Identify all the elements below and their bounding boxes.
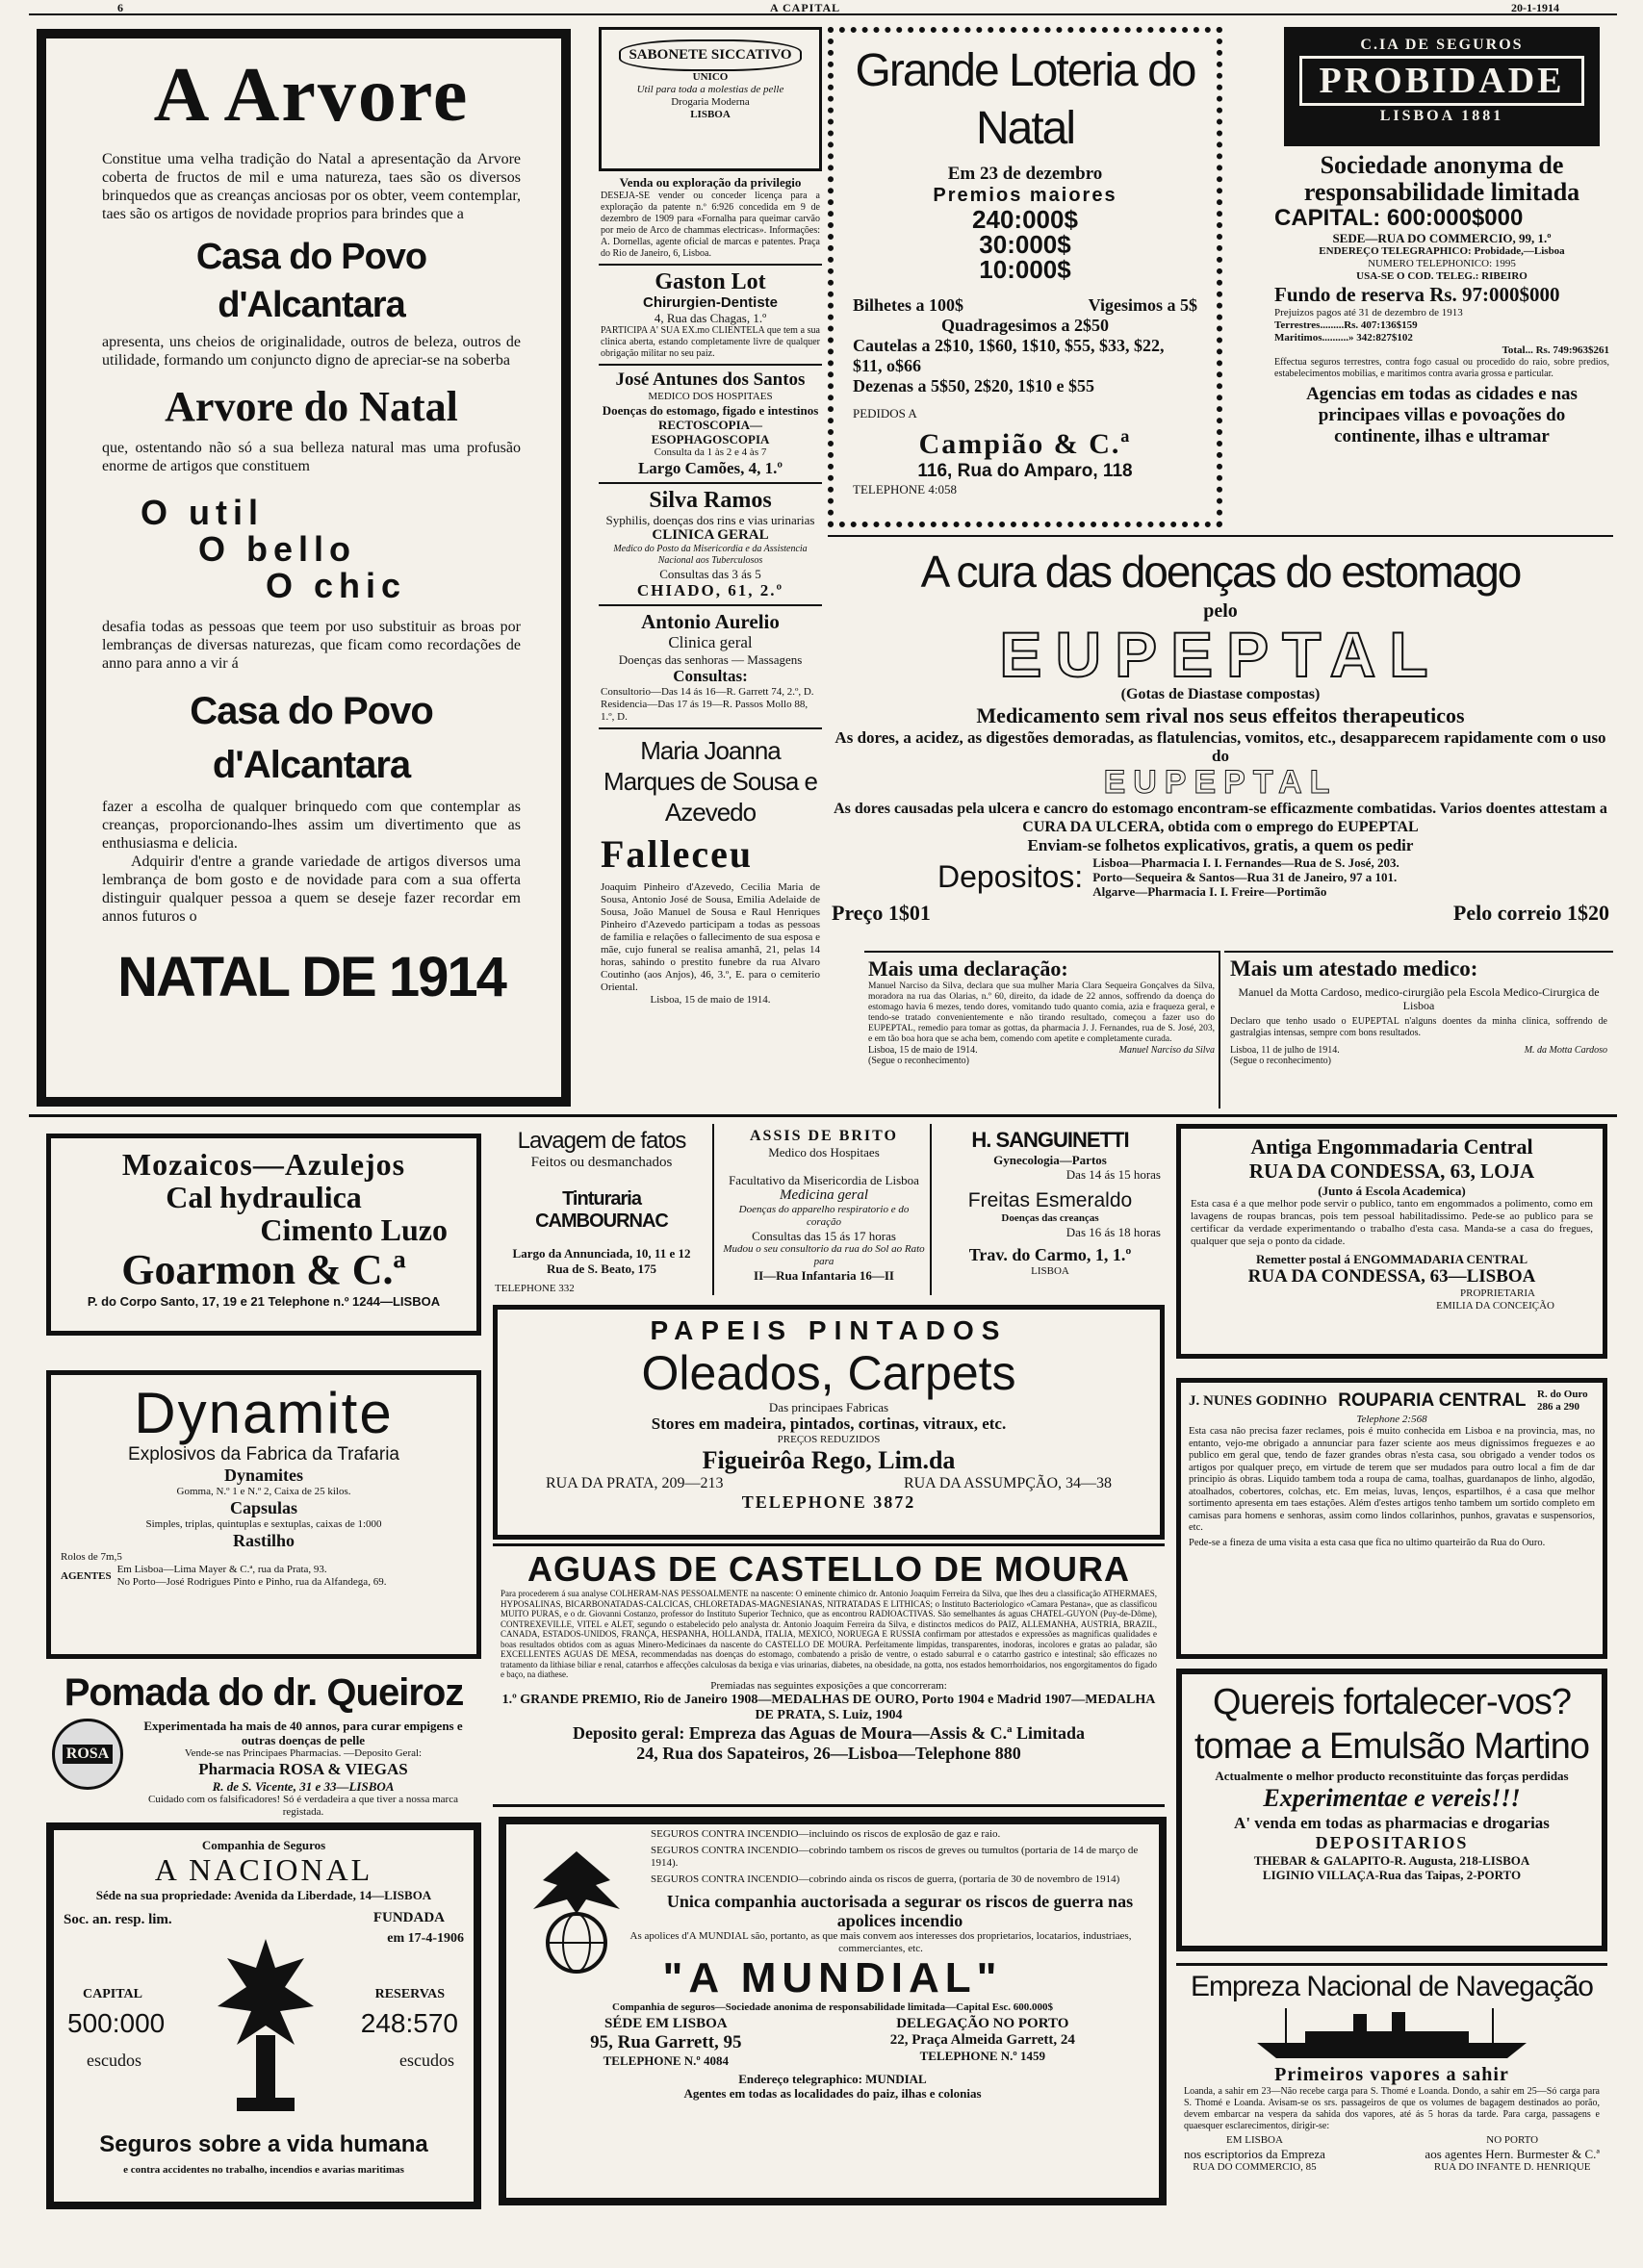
assis-l3: Medicina geral <box>779 1187 869 1203</box>
newspaper-name: A CAPITAL <box>770 1 841 14</box>
ad-queiroz <box>46 1667 481 1818</box>
probidade-prejuizos: Prejuizos pagos até 31 de dezembro de 1913 <box>1274 307 1463 319</box>
lavagem-l5: Rua de S. Beato, 175 <box>546 1261 657 1276</box>
nacional-center <box>64 1910 464 2131</box>
atestado-note: (Segue o reconhecimento) <box>1230 1056 1331 1066</box>
godinho-phone: Telephone 2:568 <box>1356 1414 1427 1425</box>
ad-nacional <box>46 1822 481 2209</box>
ramos-l1: Syphilis, doenças dos rins e vias urinarias <box>605 513 815 527</box>
navegacao-text: Loanda, a sahir em 23—Não recebe carga para S. Thomé e Loanda. Dondo, a sahir em 25—Só carga para S. Thomé e Loanda. Avisam-se os srs. passageiros de que os volumes de bagagem destinados ao porão, devem embarcar na vespera da sahida dos vapores, até ás 5 horas da tarde. Para carga, passagens e quaesquer esclarecimentos, dirigir-se: <box>1184 2086 1600 2131</box>
mundial-l10: Endereço telegraphico: MUNDIAL <box>738 2072 927 2086</box>
godinho-text: Esta casa não precisa fazer reclames, pois é muito conhecida em Lisboa e na provincia, mas, no entanto, vejo-me obrigado a annunciar para fazer sciente aos meus dignissimos freguezes e ao publico em geral que, tendo de fazer grandes obras n'esta casa, sou obrigado a vender todos os artigos por qualquer preço, em virtude de terem que ser mudados para outro local a fim de dar principio ás obras. Liquido tambem toda a roupa de cama, toalhas, guardanapos de linho, algodão, atoalhados, cobertores, colchas, etc. Em meias, luvas, lenços, espartilhos, é a casa que melhor sortimento apresenta em taes estações. Além d'estes artigos tenho tambem um sortido completo em camisas para homens e senhoras, assim como lindos collarinhos, punhos, gravatas e suspensorios, etc. <box>1189 1426 1595 1533</box>
eupeptal-brand: EUPEPTAL <box>999 619 1442 690</box>
aurelio-l2: Doenças das senhoras — Massagens <box>618 652 803 667</box>
ad-obituary <box>599 729 822 1012</box>
ad-aurelio <box>599 606 822 729</box>
gaston-title: Chirurgien-Dentiste <box>642 294 778 311</box>
engomm-l4: EMILIA DA CONCEIÇÃO <box>1436 1300 1554 1312</box>
mundial-l11: Agentes em todas as localidades do paiz, ilhas e colonias <box>683 2086 982 2101</box>
probidade-logo <box>1284 27 1600 146</box>
arvore-text-1: Constitue uma velha tradição do Natal a apresentação da Arvore coberta de fructos de mil e uma natureza, taes são os diversos brinquedos que as creanças anciosas por os obter, veem contemplar, taes são os artigos de novidade proprios para brindes que a <box>102 151 521 222</box>
engomm-addr: RUA DA CONDESSA, 63, LOJA <box>1248 1159 1535 1183</box>
ad-godinho <box>1176 1378 1607 1659</box>
navegacao-porto <box>1425 2134 1600 2174</box>
loteria-phone: TELEPHONE 4:058 <box>853 482 957 497</box>
queiroz-l1: Experimentada ha mais de 40 annos, para curar empigens e outras doenças de pelle <box>143 1719 463 1747</box>
aurelio-l5: Residencia—Das 17 ás 19—R. Passos Mollo 88, 1.º, D. <box>601 699 809 723</box>
nacional-l3: Séde na sua propriedade: Avenida da Liberdade, 14—LISBOA <box>95 1888 432 1902</box>
assis-l4: Doenças do apparelho respiratorio e do coração <box>738 1204 910 1228</box>
loteria-quadragesimos: Quadragesimos a 2$50 <box>940 316 1109 335</box>
dynamite-l7: Rolos de 7m,5 <box>61 1551 122 1563</box>
loteria-vigesimos: Vigesimos a 5$ <box>1088 295 1197 315</box>
atestado-foot <box>1230 1045 1607 1056</box>
dynamite-agent-list <box>117 1564 387 1589</box>
eupeptal-folhetos: Enviam-se folhetos explicativos, gratis, a quem os pedir <box>1027 836 1414 854</box>
loteria-prize-2: 30:000$ <box>979 230 1071 259</box>
ad-assis <box>718 1124 932 1295</box>
papeis-l3: Das principaes Fabricas <box>768 1400 889 1414</box>
mundial-seguros <box>651 1828 1149 1886</box>
nacional-l5: FUNDADA <box>372 1910 445 1925</box>
martino-l3: Actualmente o melhor producto reconstituinte das forças perdidas <box>1215 1769 1569 1783</box>
loteria-row-1 <box>853 295 1197 316</box>
sabonete-lisboa: LISBOA <box>690 109 731 120</box>
queiroz-l5: Cuidado com os falsificadores! Só é verdadeira a que tiver a nossa marca registada. <box>148 1794 458 1818</box>
privilegio-text: DESEJA-SE vender ou conceder licença para a exploração da patente n.º 6:926 concedida em 9 de dezembro de 1909 para «Fornalha para queimar carvão por meio de Arco de chammas electricas». Informações: A. Dornellas, agente oficial de marcas e patentes. Praça do Rio de Janeiro, 6, Lisboa. <box>601 191 820 259</box>
goarmon-addr: P. do Corpo Santo, 17, 19 e 21 Telephone n.º 1244—LISBOA <box>87 1294 441 1309</box>
declaracao-text: Manuel Narciso da Silva, declara que sua mulher Maria Clara Sequeira Gonçalves da Silva, moradora na rua das Olarias, n.º 60, direito, da idade de 22 annos, soffrendo da doença do estomago havia 6 mezes, tendo dores, vomitando tudo quanto comia, azia e fraqueza geral, e tendo-se tratado convenientemente e não tirando resultado, começou a fazer uso do EUPEPTAL, remedio para tomar as gottas, da pharmacia J. J. Fernandes, rua de S. José, 203, e em tão boa hora que se acha bem, comendo com apetite e completamente curada. <box>868 981 1215 1044</box>
arvore-text-6: Adquirir d'entre a grande variedade de artigos diversos uma lembrança de bom gosto e de novidade para com a sua offerta distinguir qualquer pessoa a quem se deseje fazer recordar em annos futuros o <box>102 854 521 925</box>
nacional-l13: Seguros sobre a vida humana <box>99 2131 428 2157</box>
probidade-logo-name: PROBIDADE <box>1299 56 1584 106</box>
nacional-l7: CAPITAL <box>83 1987 142 2001</box>
loteria-bilhetes: Bilhetes a 100$ <box>853 295 963 315</box>
engomm-l3: PROPRIETARIA <box>1460 1287 1535 1299</box>
mundial-l6: 95, Rua Garrett, 95 <box>590 2032 742 2052</box>
atestado-date: Lisboa, 11 de julho de 1914. <box>1230 1045 1340 1056</box>
nacional-l4: Soc. an. resp. lim. <box>64 1912 172 1927</box>
probidade-sub: Sociedade anonyma de responsabilidade limitada <box>1303 151 1580 206</box>
ramos-l4: Consultas das 3 ás 5 <box>659 567 761 581</box>
loteria-prices <box>853 295 1197 396</box>
probidade-phone: NUMERO TELEPHONICO: 1995 <box>1368 258 1516 269</box>
ad-martino <box>1176 1669 1607 1951</box>
nacional-l11: 248:570 <box>360 2008 458 2038</box>
papeis-addr-assumpcao: RUA DA ASSUMPÇÃO, 34—38 <box>903 1475 1112 1491</box>
eupeptal-text-2: As dores causadas pela ulcera e cancro do estomago encontram-se efficazmente combatidas. Varios doentes attestam a CURA DA ULCERA, obtida com o emprego do EUPEPTAL <box>834 801 1607 835</box>
arvore-text-2: apresenta, uns cheios de originalidade, outros de beleza, outros de utilidade, formando um conjuncto digno de apreciar-se na soberba <box>102 334 521 369</box>
dynamite-l3: Gomma, N.º 1 e N.º 2, Caixa de 25 kilos. <box>176 1486 351 1497</box>
obituary-text: Joaquim Pinheiro d'Azevedo, Cecilia Maria de Sousa, Antonio José de Sousa, Emilia Adelaide de Sousa, João Manuel de Sousa e Raul Henriques Pinheiro d'Azevedo participam a todas as pessoas de familia e relações o fallecimento de sua esposa e mãe, cujo funeral se realisa amanhã, 21, pelas 14 horas, sahindo o prestito funebre da rua Alvaro Coutinho (aos Anjos), 46, 3.º, E. para o cemiterio Oriental. <box>601 881 820 993</box>
mundial-offices <box>516 2016 1149 2068</box>
arvore-heading-natal: Arvore do Natal <box>165 383 458 430</box>
dynamite-l1: Explosivos da Fabrica da Trafaria <box>128 1444 399 1465</box>
probidade-fundo: Fundo de reserva Rs. 97:000$000 <box>1274 283 1560 306</box>
mundial-s2: SEGUROS CONTRA INCENDIO—cobrindo tambem os riscos de greves ou tumultos (portaria de 14 de março de 1914). <box>651 1845 1139 1869</box>
eupeptal-tagline: Medicamento sem rival nos seus effeitos therapeuticos <box>976 703 1465 727</box>
ad-probidade <box>1271 27 1613 527</box>
santos-l1: MEDICO DOS HOSPITAES <box>648 391 773 402</box>
ad-papeis <box>493 1305 1165 1540</box>
declaracao-sign: Manuel Narciso da Silva <box>1118 1045 1215 1056</box>
nacional-l14: e contra accidentes no trabalho, incendios e avarias maritimas <box>123 2164 404 2176</box>
lavagem-l3: Tinturaria CAMBOURNAC <box>535 1188 668 1232</box>
ad-eupeptal <box>828 535 1613 949</box>
gaston-name: Gaston Lot <box>655 269 766 294</box>
goarmon-l3: Cimento Luzo <box>260 1212 448 1247</box>
arvore-title: A Arvore <box>153 53 470 138</box>
navegacao-l3: nos escriptorios da Empreza <box>1184 2147 1325 2161</box>
eupeptal-depositos-label: Depositos: <box>937 859 1084 894</box>
probidade-telegraph: ENDEREÇO TELEGRAPHICO: Probidade,—Lisboa <box>1319 245 1565 257</box>
navegacao-title: Empreza Nacional de Navegação <box>1191 1971 1593 2002</box>
ad-privilegio <box>599 171 822 266</box>
ad-loteria <box>828 27 1222 527</box>
probidade-capital: CAPITAL: 600:000$000 <box>1274 205 1524 231</box>
assis-l2: Facultativo da Misericordia de Lisboa <box>729 1173 919 1187</box>
ad-lavagem <box>491 1124 714 1295</box>
navegacao-l1: Primeiros vapores a sahir <box>1274 2064 1509 2085</box>
godinho-shop: ROUPARIA CENTRAL <box>1338 1390 1527 1411</box>
lavagem-l6: TELEPHONE 332 <box>495 1283 575 1294</box>
papeis-addr-prata: RUA DA PRATA, 209—213 <box>546 1475 724 1491</box>
probidade-total: Total... Rs. 749:963$261 <box>1502 344 1609 356</box>
eupeptal-text-1: As dores, a acidez, as digestões demoradas, as flatulencias, vomitos, etc., desapparecem rapidamente com o uso do <box>834 728 1606 765</box>
navegacao-lisboa <box>1184 2134 1325 2174</box>
papeis-l5: PREÇOS REDUZIDOS <box>777 1434 881 1445</box>
dynamite-l4: Capsulas <box>229 1498 298 1517</box>
assis-l5: Consultas das 15 ás 17 horas <box>752 1229 896 1243</box>
martino-l5: A' venda em todas as pharmacias e drogarias <box>1234 1814 1550 1832</box>
queiroz-logo-text: ROSA <box>63 1745 113 1764</box>
probidade-code: USA-SE O COD. TELEG.: RIBEIRO <box>1356 270 1527 282</box>
engomm-text: Esta casa é a que melhor pode servir o publico, tanto em engommados a polimento, como em lavagens de roupas brancas, pois tem pessoal habilitadissimo. Pede-se ao publico para se certificar da verdade experimentando o trabalho d'esta casa. Manda-se a casa do fregues, qualquer que seja o ponto da cidade. <box>1191 1198 1593 1247</box>
arvore-heading-alcantara-2: Casa do Povo d'Alcantara <box>190 690 433 786</box>
nacional-l1: Companhia de Seguros <box>201 1838 326 1852</box>
dynamite-l2: Dynamites <box>224 1465 303 1485</box>
eupeptal-correio: Pelo correio 1$20 <box>1452 901 1609 925</box>
mundial-l2: As apolices d'A MUNDIAL são, portanto, as que mais convem aos interesses dos proprietarios, locatarios, industriaes, commerciantes, etc. <box>629 1930 1132 1954</box>
goarmon-l2: Cal hydraulica <box>166 1180 362 1214</box>
sanguinetti-l3: Freitas Esmeraldo <box>967 1189 1133 1211</box>
dynamite-agentes: AGENTES <box>61 1569 112 1582</box>
declaracao-note: (Segue o reconhecimento) <box>868 1056 969 1066</box>
santos-l2: Doenças do estomago, figado e intestinos <box>602 403 819 418</box>
papeis-l4: Stores em madeira, pintados, cortinas, vitraux, etc. <box>651 1414 1007 1433</box>
loteria-prize-1: 240:000$ <box>972 205 1078 234</box>
page-date: 20-1-1914 <box>1511 1 1559 14</box>
loteria-cautelas: Cautelas a 2$10, 1$60, 1$10, $55, $33, $22, $11, o$66 <box>853 336 1165 375</box>
sabonete-unico: UNICO <box>692 71 729 83</box>
martino-l4: Experimentae e vereis!!! <box>1263 1784 1521 1812</box>
mundial-l5: DELEGAÇÃO NO PORTO <box>896 2016 1069 2031</box>
queiroz-l2: Vende-se nas Principaes Pharmacias. —Deposito Geral: <box>184 1747 423 1759</box>
navegacao-l4: RUA DO COMMERCIO, 85 <box>1193 2161 1317 2173</box>
ad-arvore <box>37 29 571 1107</box>
small-column <box>599 27 822 1107</box>
mundial-l7: 22, Praça Almeida Garrett, 24 <box>889 2032 1075 2048</box>
queiroz-logo <box>52 1719 123 1790</box>
obituary-date: Lisboa, 15 de maio de 1914. <box>650 994 771 1006</box>
nacional-l8: 500:000 <box>67 2008 166 2038</box>
mundial-l1: Unica companhia auctorisada a segurar os riscos de guerra nas apolices incendio <box>666 1892 1134 1930</box>
sanguinetti-l1: Gynecologia—Partos <box>993 1153 1107 1167</box>
sanguinetti-l4: Doenças das creanças <box>1001 1212 1099 1224</box>
page-header <box>29 2 1617 15</box>
navegacao-l6: aos agentes Hern. Burmester & C.ª <box>1425 2147 1600 2161</box>
loteria-premios: Premios maiores <box>933 185 1117 206</box>
ad-engommadaria <box>1176 1124 1607 1359</box>
mundial-l8: TELEPHONE N.º 4084 <box>603 2053 729 2068</box>
aguas-prem: Premiadas nas seguintes exposições a que concorreram: <box>710 1679 947 1692</box>
martino-l2: tomae a Emulsão Martino <box>1194 1726 1589 1767</box>
loteria-title: Grande Loteria do Natal <box>855 45 1195 154</box>
probidade-logo-city: LISBOA 1881 <box>1379 108 1504 124</box>
papeis-l6: Figueirôa Rego, Lim.da <box>702 1446 956 1474</box>
aguas-addr: 24, Rua dos Sapateiros, 26—Lisboa—Telephone 880 <box>636 1743 1021 1763</box>
mundial-title: "A MUNDIAL" <box>662 1954 1003 2001</box>
loteria-dezenas: Dezenas a 5$50, 2$20, 1$10 e $55 <box>853 376 1094 395</box>
atestado-text-2: Declaro que tenho usado o EUPEPTAL n'alguns doentes da minha clinica, soffrendo de gastralgias intensas, sempre com bons resultados. <box>1230 1016 1607 1038</box>
arvore-chic: O chic <box>266 566 407 605</box>
nacional-l10: RESERVAS <box>374 1987 445 2001</box>
aurelio-l3: Consultas: <box>673 667 748 685</box>
eupeptal-depositos-list <box>1092 855 1399 899</box>
ad-ramos <box>599 484 822 606</box>
declaracao-title: Mais uma declaração: <box>868 956 1068 981</box>
declaracao-foot <box>868 1045 1215 1056</box>
aguas-title: AGUAS DE CASTELLO DE MOURA <box>526 1549 1130 1589</box>
santos-l5: Largo Camões, 4, 1.º <box>637 459 783 477</box>
probidade-terrestres: Terrestres.........Rs. 407:136$159 <box>1274 319 1418 331</box>
mundial-s1: SEGUROS CONTRA INCENDIO—incluindo os riscos de explosão de gaz e raio. <box>651 1828 1001 1840</box>
arvore-text-3: que, ostentando não só a sua belleza natural mas uma profusão enorme de artigos que constituem <box>102 440 521 474</box>
navegacao-l2: EM LISBOA <box>1225 2134 1283 2146</box>
arvore-heading-alcantara: Casa do Povo d'Alcantara <box>195 237 427 325</box>
dynamite-l5: Simples, triplas, quintuplas e sextuplas, caixas de 1:000 <box>145 1518 382 1530</box>
probidade-maritimos: Maritimos..........» 342:827$102 <box>1274 332 1413 344</box>
aguas-prem-2: 1.º GRANDE PREMIO, Rio de Janeiro 1908—MEDALHAS DE OURO, Porto 1904 e Madrid 1907—MEDALHA DE PRATA, S. Luiz, 1904 <box>501 1692 1156 1722</box>
sabonete-drogaria: Drogaria Moderna <box>671 96 750 108</box>
queiroz-text-block <box>131 1719 475 1819</box>
engomm-title: Antiga Engommadaria Central <box>1250 1134 1533 1159</box>
martino-l8: LIGINIO VILLAÇA-Rua das Taipas, 2-PORTO <box>1262 1868 1522 1882</box>
atestado-title: Mais um atestado medico: <box>1230 956 1478 981</box>
queiroz-title: Pomada do dr. Queiroz <box>64 1671 464 1714</box>
loteria-address: 116, Rua do Amparo, 118 <box>917 461 1133 481</box>
mundial-porto <box>890 2016 1075 2068</box>
ad-navegacao <box>1176 1963 1607 2209</box>
arvore-natal-1914: NATAL DE 1914 <box>117 946 505 1008</box>
engomm-l1: Remetter postal á ENGOMMADARIA CENTRAL <box>1255 1252 1528 1266</box>
goarmon-firm: Goarmon & C.ª <box>121 1246 406 1293</box>
godinho-addr: R. do Ouro 286 a 290 <box>1537 1389 1588 1413</box>
ramos-l3: Medico do Posto da Misericordia e da Assistencia Nacional aos Tuberculosos <box>613 544 808 566</box>
ad-dynamite <box>46 1370 481 1659</box>
steamship-icon <box>1247 2006 1536 2062</box>
sanguinetti-name: H. SANGUINETTI <box>971 1128 1129 1152</box>
ramos-l2: CLINICA GERAL <box>652 527 769 543</box>
ramos-l5: CHIADO, 61, 2.º <box>636 581 784 599</box>
godinho-header <box>1189 1389 1595 1414</box>
ad-goarmon <box>46 1134 481 1336</box>
assis-l1: Medico dos Hospitaes <box>768 1145 880 1159</box>
lavagem-l2: Feitos ou desmanchados <box>530 1155 673 1170</box>
arvore-util: O util <box>141 493 264 532</box>
eupeptal-pelo: pelo <box>1203 600 1238 622</box>
aguas-text: Para procederem á sua analyse COLHERAM-NAS PESSOALMENTE na nascente: O eminente chimico dr. Antonio Joaquim Ferreira da Silva, que lhes deu a classificação ATHERMAES, HYPOSALINAS, BICARBONATADAS-CALCICAS, CHLORETADAS-MAGNESIANAS, NITRATADAS E LITHICAS; o Instituto Bacteriologico «Camara Pestana», que as classificou MUITO PURAS, e o dr. Giovanni Costanzo, professor do Instituto Superior Technico, que as encontrou RADIOACTIVAS. São semelhantes ás aguas CHATEL-GUYON (Puy-de-Dôme), CONTREXEVILLE, VITEL e ALET, segundo o estabelecido pelo analysta dr. Antonio Joaquim Ferreira da Silva, e distinctos medicos do PAIZ, ALLEMANHA, AUSTRIA, BRAZIL, CANADA, ESTADOS-UNIDOS, FRANÇA, HESPANHA, HOLLANDA, ITALIA, MEXICO, NORUEGA E RUSSIA confirmam por attestados e expressões as magnificas qualidades e boas resultados obtidos com as aguas Minero-Medicinaes da nascente do CASTELLO DE MOURA. Perfeitamente limpidas, transparentes, inodoras, incolores e gratas ao paladar, são EXCELLENTES AGUAS DE MESA, recommendadas nas doenças do estomago, combatendo a prisão de ventre, o estado saburral e o catarrho gastrico e intestinal; são efficazes no tratamento da lithiase biliar e renal, catarrhos e affecções calculosas da bexiga e vias urinarias, diabetes, na obesidade, na gotta, nos estados hemorrhoidarios, nos engorgitamentos do figado e baço, na diathese. <box>501 1589 1157 1679</box>
navegacao-l5: NO PORTO <box>1486 2134 1539 2146</box>
ad-atestado <box>1224 951 1613 1109</box>
mundial-l4: SÉDE EM LISBOA <box>604 2016 728 2031</box>
nacional-emblem-icon <box>208 1929 323 2122</box>
assis-l7: II—Rua Infantaria 16—II <box>754 1268 894 1283</box>
santos-l3: RECTOSCOPIA—ESOPHAGOSCOPIA <box>651 418 770 446</box>
loteria-date: Em 23 de dezembro <box>947 164 1103 184</box>
martino-l7: THEBAR & GALAPITO-R. Augusta, 218-LISBOA <box>1253 1853 1530 1868</box>
probidade-agencias: Agencias em todas as cidades e nas principaes villas e povoações do continente, ilhas e ultramar <box>1306 384 1578 446</box>
engomm-l2: RUA DA CONDESSA, 63—LISBOA <box>1247 1266 1536 1287</box>
loteria-pedidos: PEDIDOS A <box>853 406 917 420</box>
martino-l6: DEPOSITARIOS <box>1315 1833 1469 1852</box>
page-number: 6 <box>117 1 123 14</box>
mundial-l9: TELEPHONE N.º 1459 <box>919 2049 1045 2063</box>
ad-gaston <box>599 266 822 366</box>
santos-l4: Consulta da 1 às 2 e 4 às 7 <box>654 446 767 458</box>
eupeptal-depositos-block <box>937 855 1609 899</box>
ramos-name: Silva Ramos <box>649 488 772 513</box>
eupeptal-title: A cura das doenças do estomago <box>920 547 1521 597</box>
santos-name: José Antunes dos Santos <box>615 370 806 390</box>
ad-aguas <box>493 1543 1165 1807</box>
engomm-sub: (Junto á Escola Academica) <box>1318 1184 1466 1198</box>
sanguinetti-l7: LISBOA <box>1031 1265 1069 1277</box>
arvore-bello: O bello <box>198 529 357 569</box>
ad-sanguinetti <box>936 1124 1165 1295</box>
aurelio-l4: Consultorio—Das 14 ás 16—R. Garrett 74, 2.º, D. <box>601 686 814 698</box>
godinho-name: J. NUNES GODINHO <box>1189 1392 1327 1409</box>
sanguinetti-l5: Das 16 ás 18 horas <box>1065 1225 1161 1239</box>
assis-l6: Mudou o seu consultorio da rua do Sol ao Rato para <box>723 1243 925 1267</box>
eupeptal-preco: Preço 1$01 <box>832 901 931 925</box>
mundial-l3: Companhia de seguros—Sociedade anonima de responsabilidade limitada—Capital Esc. 600.000$ <box>612 2001 1053 2013</box>
dynamite-agents <box>61 1564 467 1589</box>
nacional-l9: escudos <box>87 2051 141 2070</box>
loteria-firm: Campião & C.ª <box>918 428 1132 460</box>
dynamite-title: Dynamite <box>134 1381 394 1445</box>
gaston-text: PARTICIPA A' SUA EX.mo CLIENTELA que tem a sua clinica aberta, estando completamente livre de qualquer obrigação militar no seu paiz. <box>601 325 820 359</box>
aurelio-l1: Clinica geral <box>668 633 753 651</box>
arvore-text-5: fazer a escolha de qualquer brinquedo com que contemplar as creanças, proporcionando-lhes assim um divertimento que as enthusiasma e delicia. <box>102 799 521 852</box>
queiroz-l4: R. de S. Vicente, 31 e 33—LISBOA <box>212 1779 395 1794</box>
eupeptal-price-row <box>832 901 1609 926</box>
papeis-addr-row <box>507 1475 1150 1492</box>
dynamite-agent-porto: No Porto—José Rodrigues Pinto e Pinho, rua da Alfandega, 69. <box>116 1576 387 1588</box>
goarmon-l1: Mozaicos—Azulejos <box>121 1147 406 1182</box>
probidade-logo-top: C.IA DE SEGUROS <box>1360 37 1524 53</box>
declaracao-date: Lisboa, 15 de maio de 1914. <box>868 1045 978 1056</box>
eupeptal-dep-lisboa: Lisboa—Pharmacia I. I. Fernandes—Rua de S. José, 203. <box>1092 855 1399 870</box>
sabonete-title: SABONETE SICCATIVO <box>619 39 802 71</box>
martino-l1: Quereis fortalecer-vos? <box>1213 1682 1571 1722</box>
sabonete-text: Util para toda a molestias de pelle <box>636 84 784 95</box>
papeis-phone: TELEPHONE 3872 <box>741 1492 916 1512</box>
nacional-l2: A NACIONAL <box>154 1852 373 1887</box>
aurelio-name: Antonio Aurelio <box>641 610 780 633</box>
eupeptal-dep-porto: Porto—Sequeira & Santos—Rua 31 de Janeiro, 97 a 101. <box>1092 870 1398 884</box>
papeis-l2: Oleados, Carpets <box>641 1346 1016 1400</box>
navegacao-offices <box>1184 2134 1600 2174</box>
dynamite-agent-lisboa: Em Lisboa—Lima Mayer & C.ª, rua da Prata, 93. <box>116 1564 327 1575</box>
section-divider <box>29 1114 1617 1117</box>
loteria-prize-3: 10:000$ <box>979 255 1071 284</box>
probidade-sede: SEDE—RUA DO COMMERCIO, 99, 1.º <box>1332 231 1552 245</box>
queiroz-l3: Pharmacia ROSA & VIEGAS <box>198 1760 408 1778</box>
probidade-text: Effectua seguros terrestres, contra fogo casual ou procedido do raio, sobre predios, estabelecimentos mobilias, e maritimos contra avaria grossa e particular. <box>1274 357 1609 379</box>
ad-sabonete <box>599 27 822 171</box>
obituary-name: Maria Joanna Marques de Sousa e Azevedo <box>603 736 817 827</box>
ad-declaracao <box>864 951 1220 1109</box>
atestado-text: Manuel da Motta Cardoso, medico-cirurgião pela Escola Medico-Cirurgica de Lisboa <box>1238 985 1600 1012</box>
lavagem-l4: Largo da Annunciada, 10, 11 e 12 <box>512 1246 691 1261</box>
mundial-globe-eagle-icon <box>524 1842 629 1976</box>
aguas-deposito: Deposito geral: Empreza das Aguas de Moura—Assis & C.ª Limitada <box>572 1722 1086 1743</box>
atestado-sign: M. da Motta Cardoso <box>1524 1045 1607 1056</box>
ad-mundial <box>499 1817 1167 2205</box>
sanguinetti-l6: Trav. do Carmo, 1, 1.º <box>968 1245 1132 1264</box>
assis-name: ASSIS DE BRITO <box>750 1128 898 1144</box>
eupeptal-brand-2: EUPEPTAL <box>1103 764 1338 801</box>
godinho-foot: Pede-se a fineza de uma visita a esta casa que fica no ultimo quarteirão da Rua do Ouro. <box>1189 1537 1546 1548</box>
arvore-text-4: desafia todas as pessoas que teem por uso substituir as broas por lembranças de diversas naturezas, que ficam como recordações de anno para anno a vir á <box>102 619 521 672</box>
privilegio-title: Venda ou exploração da privilegio <box>619 175 802 190</box>
dynamite-l6: Rastilho <box>232 1531 295 1550</box>
eupeptal-dep-algarve: Algarve—Pharmacia I. I. Freire—Portimão <box>1092 884 1327 899</box>
gaston-addr: 4, Rua das Chagas, 1.º <box>654 311 767 325</box>
mundial-s3: SEGUROS CONTRA INCENDIO—cobrindo ainda os riscos de guerra, (portaria de 30 de novembro de 1914) <box>651 1873 1120 1885</box>
queiroz-body <box>52 1719 475 1819</box>
sanguinetti-l2: Das 14 ás 15 horas <box>1065 1167 1161 1182</box>
nacional-l6: em 17-4-1906 <box>387 1931 464 1946</box>
nacional-l12: escudos <box>399 2051 454 2070</box>
obituary-falleceu: Falleceu <box>601 832 754 876</box>
ad-santos <box>599 366 822 484</box>
eupeptal-subtitle: (Gotas de Diastase compostas) <box>1120 686 1321 702</box>
mundial-lisboa <box>590 2016 741 2068</box>
lavagem-l1: Lavagem de fatos <box>517 1128 686 1154</box>
papeis-l1: PAPEIS PINTADOS <box>650 1315 1008 1345</box>
navegacao-l7: RUA DO INFANTE D. HENRIQUE <box>1433 2161 1591 2173</box>
